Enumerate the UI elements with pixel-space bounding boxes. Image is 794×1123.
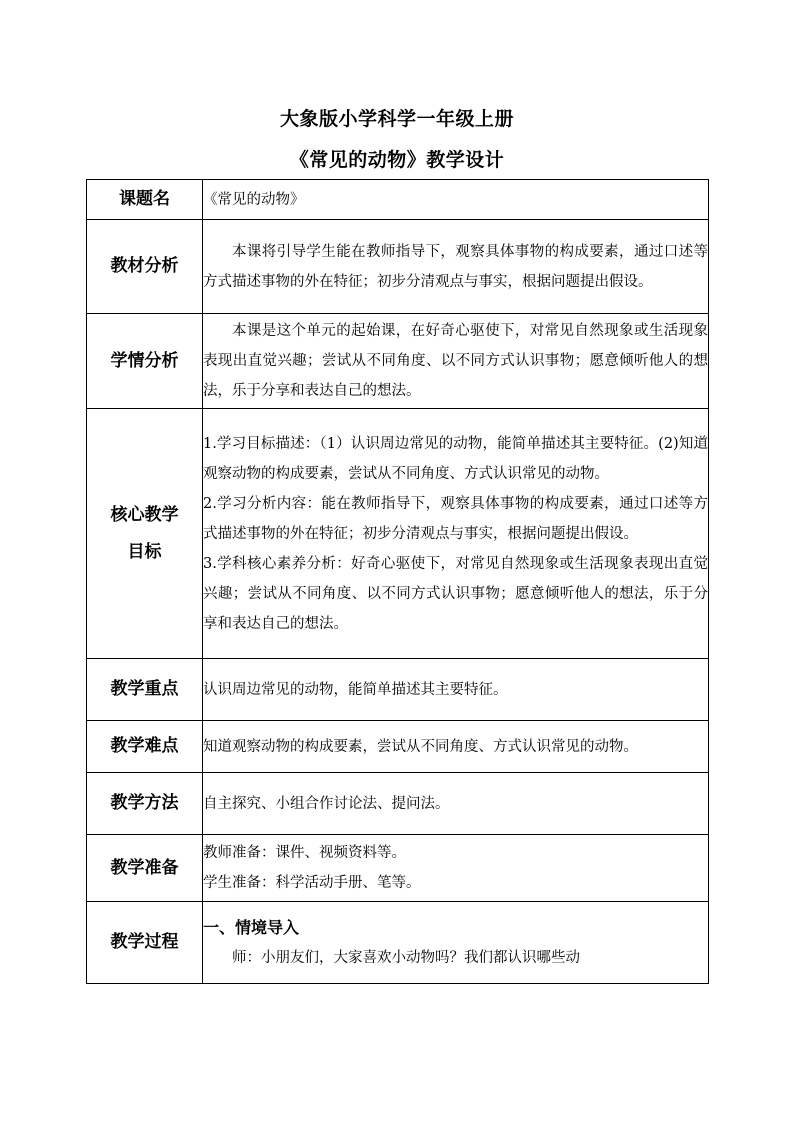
objective-item: 2.学习分析内容：能在教师指导下，观察具体事物的构成要素，通过口述等方式描述事物的外在特征；初步分清观点与事实，根据问题提出假设。	[203, 495, 708, 542]
core-objectives-label-line2: 目标	[127, 541, 162, 562]
table-row	[87, 409, 709, 659]
student-analysis-text: 本课是这个单元的起始课，在好奇心驱使下，对常见自然现象或生活现象表现出直觉兴趣；尝试从不同角度、以不同方式认识事物；愿意倾听他人的想法，乐于分享和表达自己的想法。	[203, 323, 708, 399]
material-analysis-text: 本课将引导学生能在教师指导下，观察具体事物的构成要素，通过口述等方式描述事物的外在特征；初步分清观点与事实，根据问题提出假设。	[203, 243, 708, 290]
row-label-preparation: 教学准备	[87, 835, 203, 902]
table-row	[87, 180, 709, 220]
table-row	[87, 220, 709, 314]
row-label-student-analysis: 学情分析	[87, 314, 203, 409]
objective-item: 3.学科核心素养分析：好奇心驱使下，对常见自然现象或生活现象表现出直觉兴趣；尝试从不同角度、以不同方式认识事物；愿意倾听他人的想法，乐于分享和表达自己的想法。	[203, 555, 708, 632]
document-subtitle: 《常见的动物》教学设计	[289, 149, 505, 171]
methods-text: 自主探究、小组合作讨论法、提问法。	[203, 795, 450, 812]
table-row	[87, 835, 709, 902]
row-label-topic: 课题名	[87, 180, 203, 220]
process-section-heading: 一、情境导入	[203, 917, 300, 937]
row-content-topic	[203, 180, 709, 220]
teacher-preparation-text: 教师准备：课件、视频资料等。	[203, 845, 406, 861]
topic-text: 《常见的动物》	[203, 191, 305, 208]
lesson-plan-table	[86, 179, 709, 984]
table-row	[87, 721, 709, 773]
key-points-text: 认识周边常见的动物，能简单描述其主要特征。	[203, 681, 508, 698]
table-row	[87, 773, 709, 835]
document-title: 大象版小学科学一年级上册	[279, 108, 514, 130]
row-content-difficulties	[203, 721, 709, 773]
row-content-process	[203, 902, 709, 984]
difficulties-text: 知道观察动物的构成要素，尝试从不同角度、方式认识常见的动物。	[203, 738, 638, 755]
row-content-methods	[203, 773, 709, 835]
objective-item: 1.学习目标描述：（1）认识周边常见的动物，能简单描述其主要特征。(2)知道观察动物的构成要素，尝试从不同角度、方式认识常见的动物。	[203, 435, 708, 482]
student-preparation-text: 学生准备：科学活动手册、笔等。	[203, 875, 421, 891]
row-label-key-points: 教学重点	[87, 659, 203, 721]
row-content-student-analysis	[203, 314, 709, 409]
core-objectives-label-line1: 核心教学	[110, 504, 179, 525]
row-label-process: 教学过程	[87, 902, 203, 984]
table-row	[87, 659, 709, 721]
row-label-methods: 教学方法	[87, 773, 203, 835]
table-row	[87, 902, 709, 984]
process-text: 师：小朋友们，大家喜欢小动物吗？我们都认识哪些动	[232, 949, 580, 966]
row-label-material-analysis: 教材分析	[87, 220, 203, 314]
row-content-material-analysis	[203, 220, 709, 314]
row-content-key-points	[203, 659, 709, 721]
row-label-difficulties: 教学难点	[87, 721, 203, 773]
row-label-core-objectives	[87, 409, 203, 659]
table-row	[87, 314, 709, 409]
row-content-preparation	[203, 835, 709, 902]
row-content-core-objectives	[203, 409, 709, 659]
